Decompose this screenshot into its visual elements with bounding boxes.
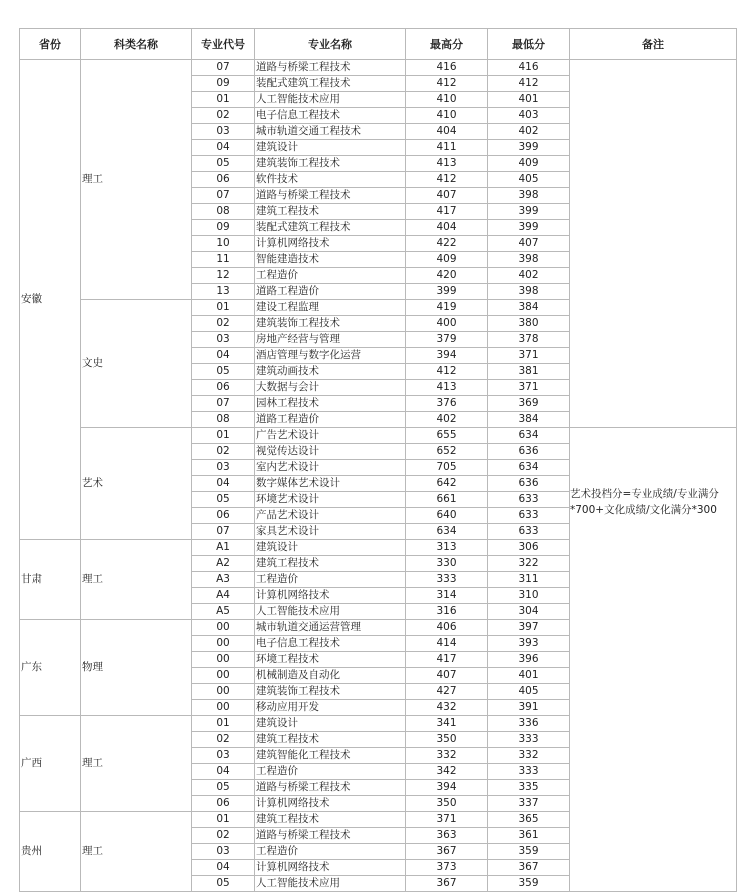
- major-name-cell: 工程造价: [255, 572, 406, 588]
- major-name-cell: 人工智能技术应用: [255, 604, 406, 620]
- major-name-cell: 房地产经营与管理: [255, 332, 406, 348]
- major-code-cell: 03: [192, 748, 255, 764]
- min-score-cell: 365: [488, 812, 570, 828]
- major-name-cell: 视觉传达设计: [255, 444, 406, 460]
- category-cell: 理工: [81, 540, 192, 620]
- major-name-cell: 道路与桥梁工程技术: [255, 188, 406, 204]
- major-name-cell: 建筑装饰工程技术: [255, 684, 406, 700]
- major-code-cell: 02: [192, 444, 255, 460]
- major-name-cell: 移动应用开发: [255, 700, 406, 716]
- major-name-cell: 计算机网络技术: [255, 588, 406, 604]
- max-score-cell: 413: [406, 156, 488, 172]
- major-code-cell: 13: [192, 284, 255, 300]
- province-cell: 甘肃: [20, 540, 81, 620]
- min-score-cell: 337: [488, 796, 570, 812]
- max-score-cell: 417: [406, 652, 488, 668]
- max-score-cell: 419: [406, 300, 488, 316]
- major-code-cell: 05: [192, 156, 255, 172]
- min-score-cell: 401: [488, 668, 570, 684]
- major-name-cell: 道路工程造价: [255, 284, 406, 300]
- max-score-cell: 655: [406, 428, 488, 444]
- major-code-cell: 02: [192, 828, 255, 844]
- major-name-cell: 园林工程技术: [255, 396, 406, 412]
- max-score-cell: 399: [406, 284, 488, 300]
- min-score-cell: 380: [488, 316, 570, 332]
- major-name-cell: 广告艺术设计: [255, 428, 406, 444]
- table-row: [20, 60, 737, 76]
- max-score-cell: 661: [406, 492, 488, 508]
- category-cell: 理工: [81, 812, 192, 892]
- major-code-cell: 05: [192, 364, 255, 380]
- min-score-cell: 399: [488, 204, 570, 220]
- major-code-cell: A3: [192, 572, 255, 588]
- major-code-cell: 00: [192, 652, 255, 668]
- max-score-cell: 412: [406, 172, 488, 188]
- min-score-cell: 391: [488, 700, 570, 716]
- max-score-cell: 640: [406, 508, 488, 524]
- min-score-cell: 306: [488, 540, 570, 556]
- max-score-cell: 341: [406, 716, 488, 732]
- max-score-cell: 414: [406, 636, 488, 652]
- major-code-cell: 01: [192, 300, 255, 316]
- max-score-cell: 394: [406, 780, 488, 796]
- major-code-cell: 01: [192, 92, 255, 108]
- major-name-cell: 工程造价: [255, 764, 406, 780]
- min-score-cell: 371: [488, 380, 570, 396]
- major-code-cell: 07: [192, 188, 255, 204]
- admission-score-table: [19, 28, 737, 892]
- min-score-cell: 335: [488, 780, 570, 796]
- max-score-cell: 404: [406, 124, 488, 140]
- max-score-cell: 652: [406, 444, 488, 460]
- max-score-cell: 313: [406, 540, 488, 556]
- min-score-cell: 398: [488, 252, 570, 268]
- major-code-cell: 03: [192, 124, 255, 140]
- header-min-score: 最低分: [488, 29, 570, 60]
- min-score-cell: 361: [488, 828, 570, 844]
- max-score-cell: 404: [406, 220, 488, 236]
- min-score-cell: 359: [488, 876, 570, 892]
- min-score-cell: 636: [488, 476, 570, 492]
- province-cell: 广东: [20, 620, 81, 716]
- major-name-cell: 建筑工程技术: [255, 732, 406, 748]
- max-score-cell: 350: [406, 732, 488, 748]
- header-major-code: 专业代号: [192, 29, 255, 60]
- min-score-cell: 416: [488, 60, 570, 76]
- max-score-cell: 376: [406, 396, 488, 412]
- max-score-cell: 363: [406, 828, 488, 844]
- max-score-cell: 342: [406, 764, 488, 780]
- remarks-cell-art-formula: [570, 428, 737, 892]
- min-score-cell: 384: [488, 300, 570, 316]
- header-major-name: 专业名称: [255, 29, 406, 60]
- major-name-cell: 建筑工程技术: [255, 204, 406, 220]
- major-code-cell: 03: [192, 844, 255, 860]
- province-cell: 安徽: [20, 60, 81, 540]
- category-cell: 物理: [81, 620, 192, 716]
- max-score-cell: 705: [406, 460, 488, 476]
- major-code-cell: 04: [192, 764, 255, 780]
- min-score-cell: 399: [488, 140, 570, 156]
- max-score-cell: 412: [406, 76, 488, 92]
- max-score-cell: 427: [406, 684, 488, 700]
- min-score-cell: 311: [488, 572, 570, 588]
- major-code-cell: 09: [192, 76, 255, 92]
- major-code-cell: 00: [192, 636, 255, 652]
- min-score-cell: 371: [488, 348, 570, 364]
- max-score-cell: 422: [406, 236, 488, 252]
- min-score-cell: 381: [488, 364, 570, 380]
- max-score-cell: 406: [406, 620, 488, 636]
- major-name-cell: 计算机网络技术: [255, 236, 406, 252]
- major-name-cell: 城市轨道交通运营管理: [255, 620, 406, 636]
- max-score-cell: 413: [406, 380, 488, 396]
- major-code-cell: 02: [192, 316, 255, 332]
- major-name-cell: 建筑设计: [255, 716, 406, 732]
- header-max-score: 最高分: [406, 29, 488, 60]
- major-name-cell: 软件技术: [255, 172, 406, 188]
- category-cell: 理工: [81, 60, 192, 300]
- major-name-cell: 产品艺术设计: [255, 508, 406, 524]
- min-score-cell: 633: [488, 492, 570, 508]
- min-score-cell: 336: [488, 716, 570, 732]
- major-name-cell: 道路工程造价: [255, 412, 406, 428]
- remarks-cell-empty: [570, 60, 737, 428]
- major-name-cell: 酒店管理与数字化运营: [255, 348, 406, 364]
- major-name-cell: 建筑装饰工程技术: [255, 316, 406, 332]
- max-score-cell: 432: [406, 700, 488, 716]
- max-score-cell: 402: [406, 412, 488, 428]
- min-score-cell: 409: [488, 156, 570, 172]
- major-code-cell: 03: [192, 332, 255, 348]
- major-code-cell: 08: [192, 204, 255, 220]
- major-name-cell: 大数据与会计: [255, 380, 406, 396]
- min-score-cell: 367: [488, 860, 570, 876]
- major-code-cell: 05: [192, 876, 255, 892]
- major-code-cell: 04: [192, 140, 255, 156]
- max-score-cell: 407: [406, 668, 488, 684]
- major-code-cell: 07: [192, 396, 255, 412]
- major-name-cell: 计算机网络技术: [255, 796, 406, 812]
- min-score-cell: 402: [488, 268, 570, 284]
- max-score-cell: 411: [406, 140, 488, 156]
- major-code-cell: 02: [192, 732, 255, 748]
- min-score-cell: 398: [488, 188, 570, 204]
- major-name-cell: 机械制造及自动化: [255, 668, 406, 684]
- major-name-cell: 环境艺术设计: [255, 492, 406, 508]
- major-code-cell: 01: [192, 716, 255, 732]
- major-code-cell: 01: [192, 812, 255, 828]
- major-code-cell: 08: [192, 412, 255, 428]
- major-name-cell: 道路与桥梁工程技术: [255, 828, 406, 844]
- major-name-cell: 工程造价: [255, 268, 406, 284]
- major-name-cell: 工程造价: [255, 844, 406, 860]
- min-score-cell: 397: [488, 620, 570, 636]
- major-code-cell: A2: [192, 556, 255, 572]
- major-name-cell: 建筑工程技术: [255, 556, 406, 572]
- major-name-cell: 智能建造技术: [255, 252, 406, 268]
- major-name-cell: 建筑工程技术: [255, 812, 406, 828]
- max-score-cell: 373: [406, 860, 488, 876]
- major-name-cell: 电子信息工程技术: [255, 108, 406, 124]
- min-score-cell: 402: [488, 124, 570, 140]
- province-cell: 广西: [20, 716, 81, 812]
- min-score-cell: 332: [488, 748, 570, 764]
- header-category: 科类名称: [81, 29, 192, 60]
- major-code-cell: 02: [192, 108, 255, 124]
- major-code-cell: 03: [192, 460, 255, 476]
- min-score-cell: 393: [488, 636, 570, 652]
- major-name-cell: 建筑设计: [255, 140, 406, 156]
- category-cell: 理工: [81, 716, 192, 812]
- min-score-cell: 403: [488, 108, 570, 124]
- major-code-cell: 05: [192, 492, 255, 508]
- category-cell: 艺术: [81, 428, 192, 540]
- major-code-cell: 04: [192, 476, 255, 492]
- max-score-cell: 412: [406, 364, 488, 380]
- min-score-cell: 396: [488, 652, 570, 668]
- major-code-cell: 09: [192, 220, 255, 236]
- major-code-cell: 04: [192, 348, 255, 364]
- max-score-cell: 314: [406, 588, 488, 604]
- major-name-cell: 建设工程监理: [255, 300, 406, 316]
- header-remarks: 备注: [570, 29, 737, 60]
- max-score-cell: 634: [406, 524, 488, 540]
- max-score-cell: 420: [406, 268, 488, 284]
- max-score-cell: 400: [406, 316, 488, 332]
- max-score-cell: 330: [406, 556, 488, 572]
- major-code-cell: 07: [192, 60, 255, 76]
- max-score-cell: 367: [406, 876, 488, 892]
- min-score-cell: 405: [488, 684, 570, 700]
- major-name-cell: 室内艺术设计: [255, 460, 406, 476]
- min-score-cell: 322: [488, 556, 570, 572]
- major-code-cell: 00: [192, 668, 255, 684]
- max-score-cell: 316: [406, 604, 488, 620]
- major-code-cell: 11: [192, 252, 255, 268]
- major-name-cell: 建筑装饰工程技术: [255, 156, 406, 172]
- min-score-cell: 636: [488, 444, 570, 460]
- major-name-cell: 建筑动画技术: [255, 364, 406, 380]
- major-code-cell: 04: [192, 860, 255, 876]
- min-score-cell: 399: [488, 220, 570, 236]
- major-code-cell: 06: [192, 380, 255, 396]
- major-name-cell: 道路与桥梁工程技术: [255, 780, 406, 796]
- max-score-cell: 371: [406, 812, 488, 828]
- table-row: [20, 428, 737, 444]
- min-score-cell: 405: [488, 172, 570, 188]
- major-code-cell: 00: [192, 684, 255, 700]
- major-name-cell: 道路与桥梁工程技术: [255, 60, 406, 76]
- min-score-cell: 398: [488, 284, 570, 300]
- major-name-cell: 装配式建筑工程技术: [255, 76, 406, 92]
- min-score-cell: 633: [488, 508, 570, 524]
- major-code-cell: A1: [192, 540, 255, 556]
- max-score-cell: 409: [406, 252, 488, 268]
- major-code-cell: 06: [192, 508, 255, 524]
- min-score-cell: 333: [488, 732, 570, 748]
- major-name-cell: 建筑智能化工程技术: [255, 748, 406, 764]
- category-cell: 文史: [81, 300, 192, 428]
- header-row: [20, 29, 737, 60]
- min-score-cell: 634: [488, 428, 570, 444]
- max-score-cell: 379: [406, 332, 488, 348]
- max-score-cell: 416: [406, 60, 488, 76]
- min-score-cell: 407: [488, 236, 570, 252]
- max-score-cell: 333: [406, 572, 488, 588]
- major-code-cell: 01: [192, 428, 255, 444]
- major-code-cell: 00: [192, 700, 255, 716]
- major-code-cell: A4: [192, 588, 255, 604]
- major-code-cell: 07: [192, 524, 255, 540]
- major-name-cell: 城市轨道交通工程技术: [255, 124, 406, 140]
- major-code-cell: A5: [192, 604, 255, 620]
- major-name-cell: 电子信息工程技术: [255, 636, 406, 652]
- max-score-cell: 410: [406, 92, 488, 108]
- major-name-cell: 数字媒体艺术设计: [255, 476, 406, 492]
- min-score-cell: 378: [488, 332, 570, 348]
- max-score-cell: 410: [406, 108, 488, 124]
- major-code-cell: 00: [192, 620, 255, 636]
- max-score-cell: 642: [406, 476, 488, 492]
- province-cell: 贵州: [20, 812, 81, 892]
- max-score-cell: 332: [406, 748, 488, 764]
- min-score-cell: 333: [488, 764, 570, 780]
- max-score-cell: 350: [406, 796, 488, 812]
- max-score-cell: 367: [406, 844, 488, 860]
- min-score-cell: 401: [488, 92, 570, 108]
- major-name-cell: 人工智能技术应用: [255, 92, 406, 108]
- min-score-cell: 384: [488, 412, 570, 428]
- min-score-cell: 310: [488, 588, 570, 604]
- major-name-cell: 建筑设计: [255, 540, 406, 556]
- major-code-cell: 06: [192, 172, 255, 188]
- header-province: 省份: [20, 29, 81, 60]
- max-score-cell: 407: [406, 188, 488, 204]
- min-score-cell: 304: [488, 604, 570, 620]
- major-code-cell: 12: [192, 268, 255, 284]
- major-name-cell: 计算机网络技术: [255, 860, 406, 876]
- min-score-cell: 634: [488, 460, 570, 476]
- major-code-cell: 05: [192, 780, 255, 796]
- min-score-cell: 633: [488, 524, 570, 540]
- major-name-cell: 家具艺术设计: [255, 524, 406, 540]
- major-name-cell: 环境工程技术: [255, 652, 406, 668]
- major-code-cell: 10: [192, 236, 255, 252]
- min-score-cell: 359: [488, 844, 570, 860]
- major-name-cell: 人工智能技术应用: [255, 876, 406, 892]
- art-score-formula-note: 艺术投档分=专业成绩/专业满分*700+文化成绩/文化满分*300: [570, 487, 719, 516]
- min-score-cell: 412: [488, 76, 570, 92]
- min-score-cell: 369: [488, 396, 570, 412]
- major-name-cell: 装配式建筑工程技术: [255, 220, 406, 236]
- major-code-cell: 06: [192, 796, 255, 812]
- max-score-cell: 417: [406, 204, 488, 220]
- max-score-cell: 394: [406, 348, 488, 364]
